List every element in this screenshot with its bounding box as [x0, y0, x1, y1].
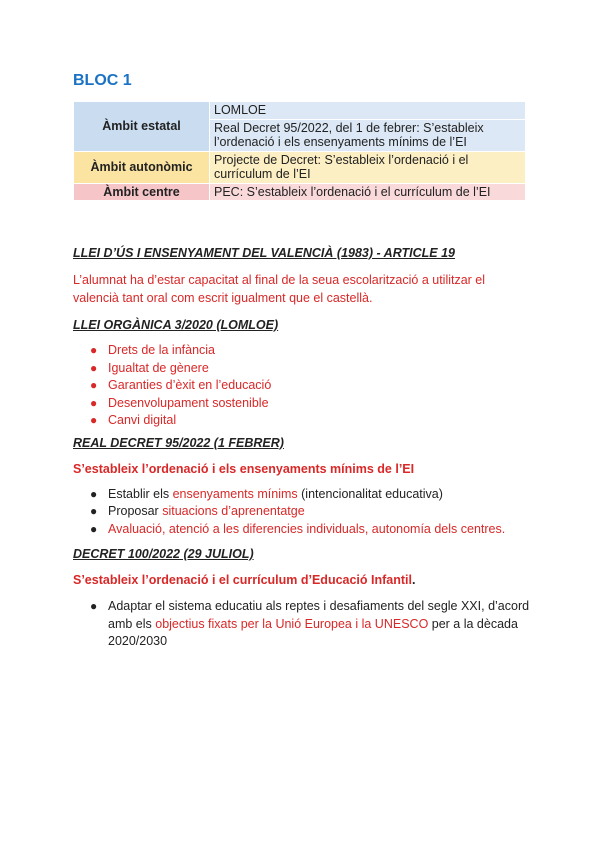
ambit-estatal-lomloe: LOMLOE — [210, 102, 526, 120]
ambit-autonomic-text: Projecte de Decret: S’estableix l’ordenació i el currículum de l’EI — [210, 151, 526, 183]
list-item: ● Desenvolupament sostenible — [73, 395, 533, 413]
bullet-icon: ● — [90, 413, 98, 427]
section-text-llei-valencia: L’alumnat ha d’estar capacitat al final de la seua escolarització a utilitzar el valencià tant oral com escrit igualment que el castellà. — [73, 273, 486, 305]
bullet-icon: ● — [90, 521, 98, 536]
bullet-icon: ● — [90, 395, 98, 410]
bullet-icon: ● — [90, 599, 98, 613]
ambit-centre-text: PEC: S’estableix l’ordenació i el currículum de l’EI — [210, 183, 526, 201]
section-heading-real-decret: REAL DECRET 95/2022 (1 FEBRER) — [73, 435, 284, 450]
ambit-estatal-decret: Real Decret 95/2022, del 1 de febrer: S’estableix l’ordenació i els ensenyaments mínims de l’EI — [210, 119, 526, 151]
lomloe-list — [73, 342, 533, 430]
section-heading-llei-valencia: LLEI D’ÚS I ENSENYAMENT DEL VALENCIÀ (1983) - ARTICLE 19 — [73, 246, 456, 260]
bullet-icon: ● — [90, 378, 98, 392]
decret-100-list — [73, 598, 533, 651]
list-item: ● Adaptar el sistema educatiu als reptes i desafiaments del segle XXI, d’acord amb els objectius fixats per la Unió Europea i la UNESCO per a la dècada 2020/2030 — [90, 599, 530, 648]
document-content — [73, 244, 533, 651]
list-item: ● Establir els ensenyaments mínims (intencionalitat educativa) — [73, 486, 533, 504]
list-item: ● Avaluació, atenció a les diferencies individuals, autonomía dels centres. — [73, 521, 533, 539]
bullet-icon: ● — [90, 486, 98, 501]
real-decret-list — [73, 486, 533, 539]
bullet-icon: ● — [90, 504, 98, 518]
section-heading-decret-100: DECRET 100/2022 (29 JULIOL) — [73, 547, 254, 561]
bullet-icon: ● — [90, 360, 98, 375]
list-item: ● Igualtat de gènere — [73, 360, 533, 378]
ambit-table — [73, 101, 526, 201]
section-subhead-real-decret: S’estableix l’ordenació i els ensenyaments mínims de l’EI — [73, 461, 415, 476]
bullet-icon: ● — [90, 343, 98, 357]
ambit-estatal-label: Àmbit estatal — [74, 102, 210, 152]
list-item: ● Canvi digital — [73, 412, 533, 430]
list-item: ● Garanties d’èxit en l’educació — [73, 377, 533, 395]
section-heading-lomloe: LLEI ORGÀNICA 3/2020 (LOMLOE) — [73, 318, 279, 332]
ambit-autonomic-label: Àmbit autonòmic — [74, 151, 210, 183]
ambit-centre-label: Àmbit centre — [74, 183, 210, 201]
section-subhead-decret-100: S’estableix l’ordenació i el currículum d’Educació Infantil. — [73, 573, 416, 587]
list-item: ● Drets de la infància — [73, 342, 533, 360]
list-item: ● Proposar situacions d’aprenentatge — [73, 503, 533, 521]
page-title: BLOC 1 — [73, 72, 132, 89]
